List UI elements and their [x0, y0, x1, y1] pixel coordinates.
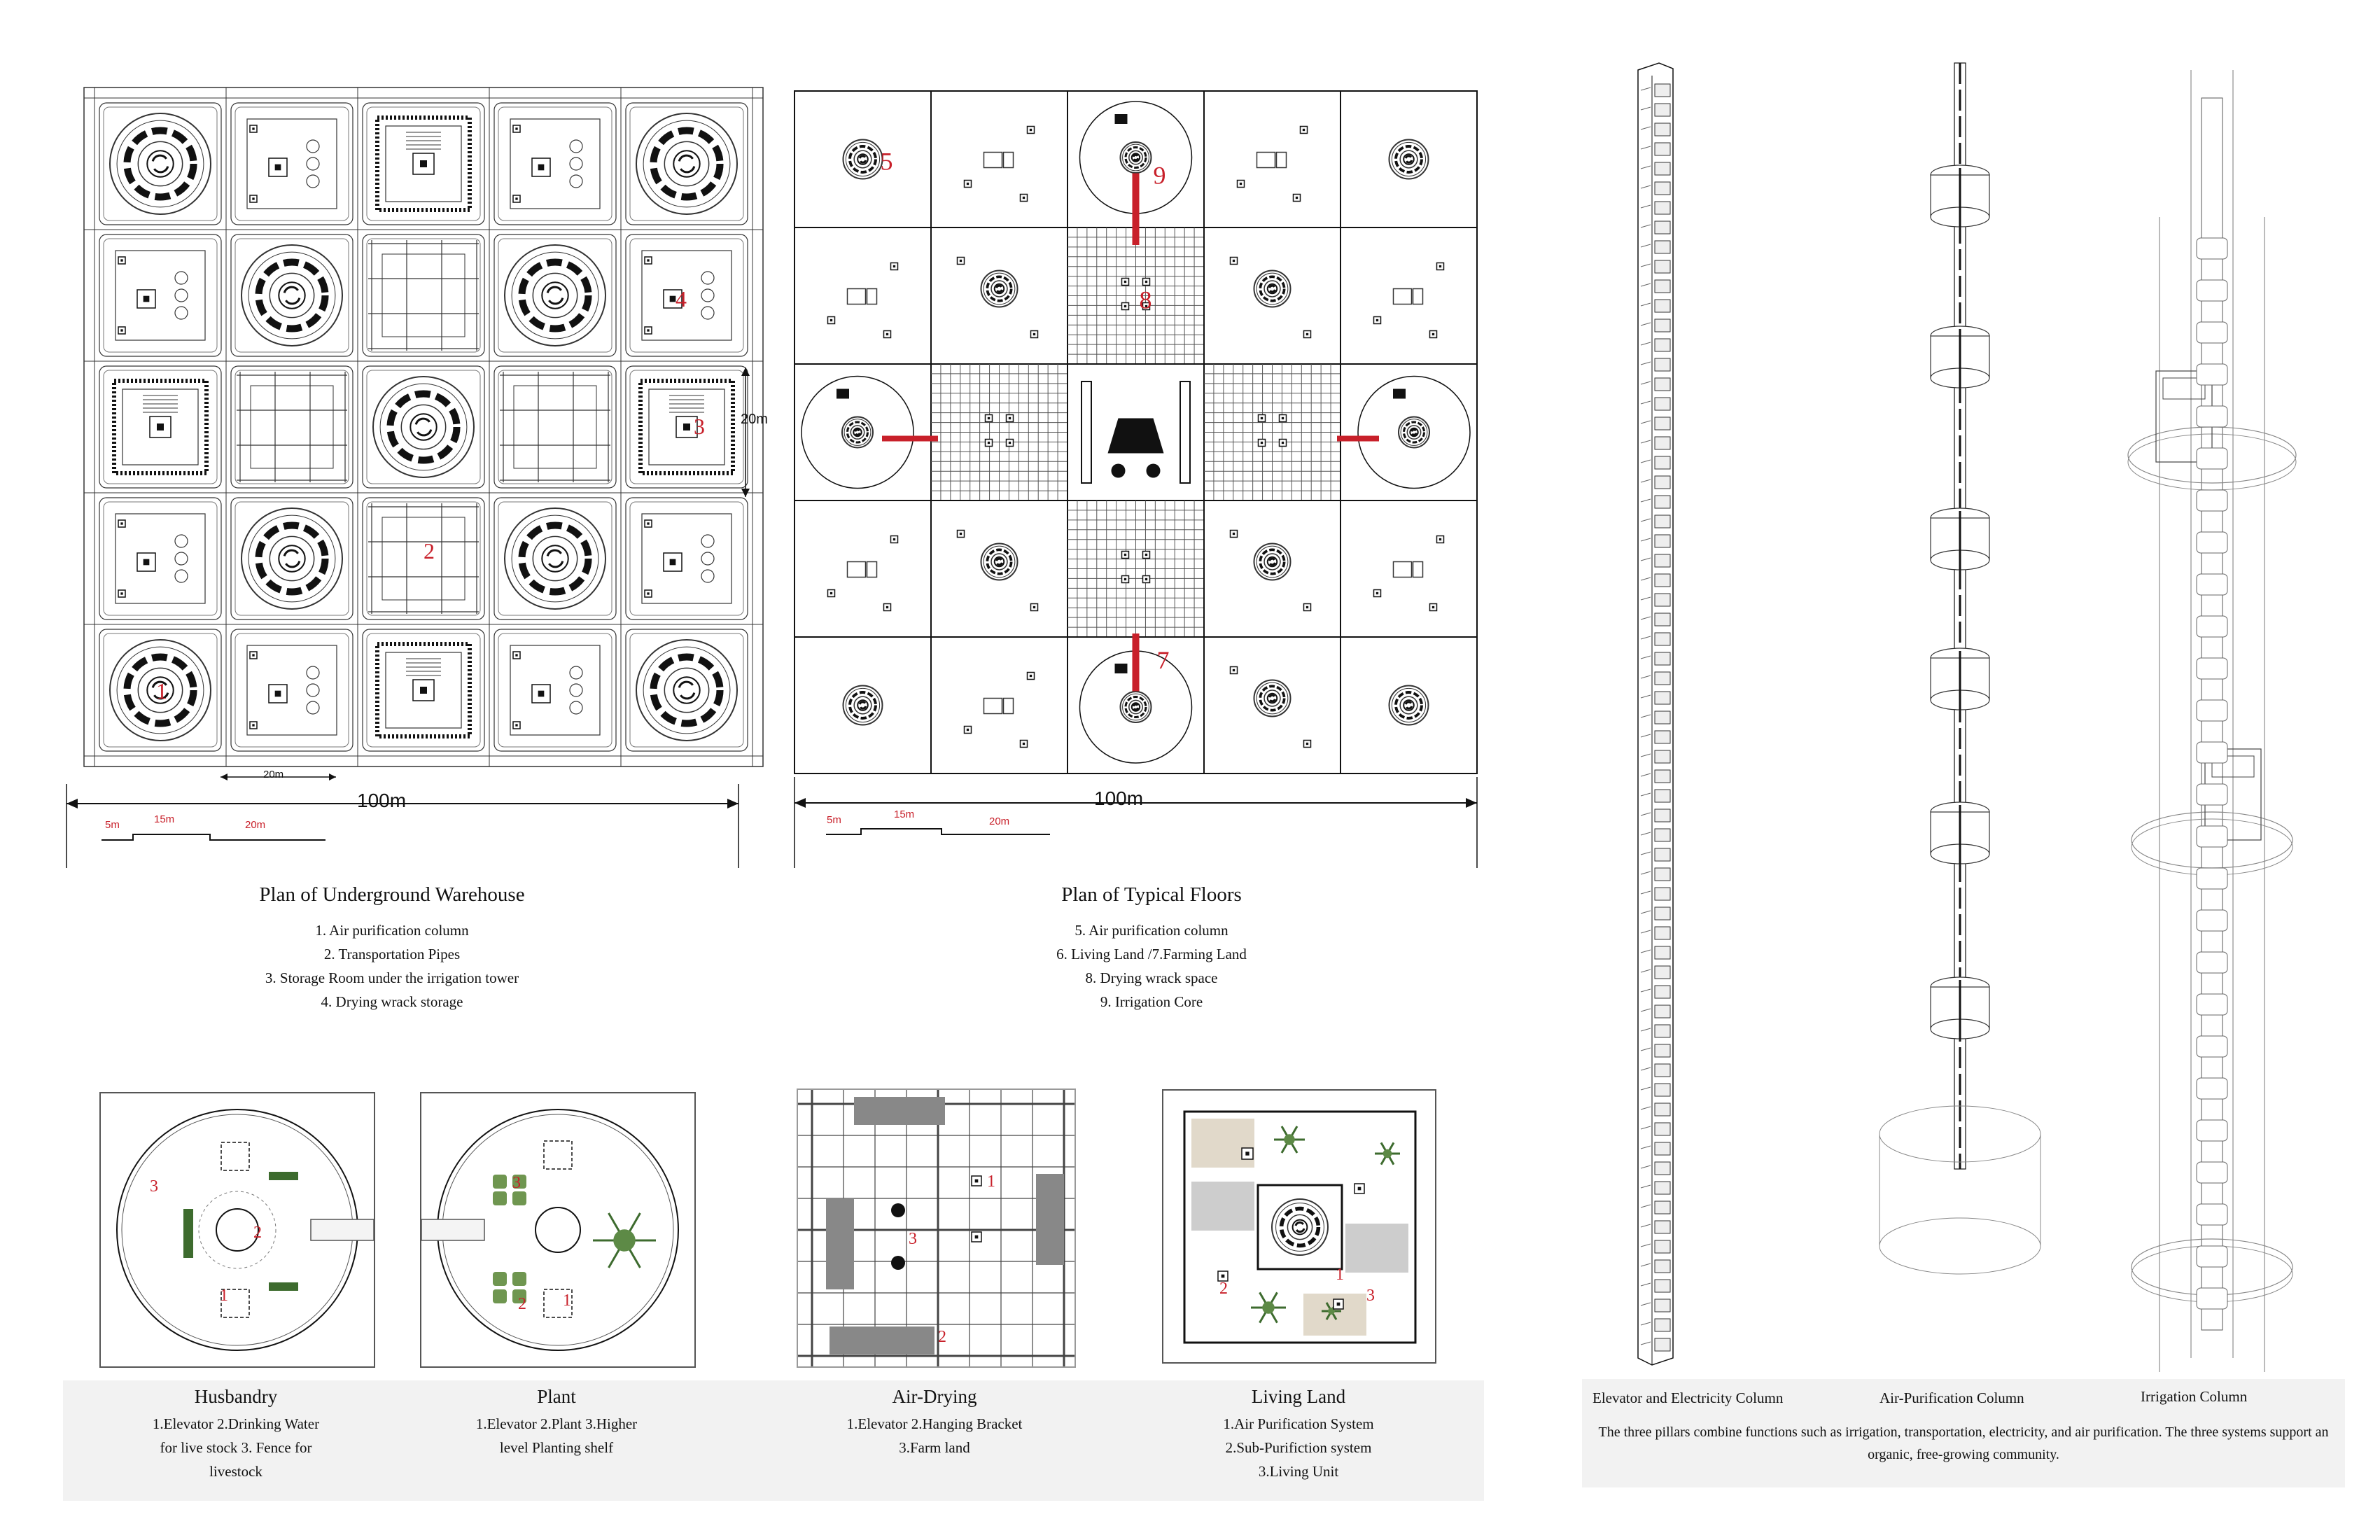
detail-line: 2.Sub-Purifiction system	[1225, 1439, 1372, 1456]
columns-section	[1575, 42, 2352, 1512]
warehouse-scale-label: 20m	[245, 819, 266, 831]
warehouse-plan-legend	[126, 918, 658, 1014]
typical-floor-plan-drawing	[788, 84, 1488, 875]
marker-label: 1	[987, 1172, 995, 1191]
scale-bar	[102, 834, 326, 840]
air-drying-caption	[794, 1386, 1074, 1460]
warehouse-grid	[84, 88, 763, 766]
scale-bar	[826, 829, 1050, 834]
legend-item: 1. Air purification column	[315, 922, 469, 939]
detail-line: 1.Air Purification System	[1223, 1415, 1374, 1432]
husbandry-panel	[99, 1092, 375, 1368]
warehouse-dimension-main: 100m	[357, 790, 407, 811]
husbandry-caption	[96, 1386, 376, 1483]
detail-line: livestock	[209, 1463, 262, 1480]
typical-cell	[794, 637, 931, 774]
irrigation-pipe	[1337, 436, 1379, 442]
typical-cell	[794, 227, 931, 364]
legend-item: 4. Drying wrack storage	[321, 993, 463, 1010]
typical-cell	[794, 364, 931, 500]
air-drying-panel	[797, 1088, 1076, 1368]
irrigation-pipe	[1133, 174, 1140, 246]
warehouse-cell	[494, 103, 616, 225]
typical-scale-label: 20m	[989, 816, 1010, 827]
typical-plan-legend	[886, 918, 1418, 1014]
detail-title: Husbandry	[194, 1386, 278, 1407]
legend-item: 6. Living Land /7.Farming Land	[1056, 946, 1247, 962]
typical-cell	[931, 637, 1068, 774]
warehouse-dimension-side: 20m	[741, 412, 768, 427]
marker-label: 1	[1336, 1266, 1344, 1284]
warehouse-cell	[363, 103, 484, 225]
marker-label: 7	[1156, 646, 1170, 674]
warehouse-cell	[494, 629, 616, 751]
marker-label: 2	[1219, 1280, 1228, 1298]
warehouse-cell	[494, 498, 616, 620]
columns-axonometric-drawing	[1575, 42, 2352, 1379]
typical-scale-label: 5m	[827, 814, 841, 826]
marker-label: 2	[518, 1295, 526, 1313]
living-land-drawing	[1163, 1091, 1435, 1362]
warehouse-cell	[626, 498, 748, 620]
elevator-column	[1638, 63, 1673, 1365]
marker-label: 8	[1139, 286, 1152, 314]
warehouse-cell	[231, 103, 353, 225]
legend-item: 5. Air purification column	[1074, 922, 1228, 939]
marker-label: 3	[1366, 1287, 1375, 1305]
typical-cell	[1340, 364, 1477, 500]
detail-line: 1.Elevator 2.Drinking Water	[152, 1415, 320, 1432]
typical-cell	[1068, 364, 1204, 500]
plant-caption	[416, 1386, 696, 1460]
warehouse-cell	[626, 234, 748, 356]
typical-cell	[931, 91, 1068, 227]
detail-title: Air-Drying	[892, 1386, 977, 1407]
warehouse-cell	[231, 366, 353, 488]
warehouse-cell	[626, 629, 748, 751]
warehouse-scale-label: 5m	[105, 819, 120, 831]
irrigation-column	[2128, 70, 2296, 1372]
typical-cell	[1204, 500, 1340, 637]
husbandry-drawing	[101, 1093, 374, 1366]
typical-cell	[931, 227, 1068, 364]
marker-label: 9	[1153, 161, 1166, 190]
marker-label: 4	[676, 286, 687, 312]
marker-label: 1	[220, 1287, 228, 1305]
warehouse-cell	[626, 366, 748, 488]
column-label-air: Air-Purification Column	[1879, 1390, 2024, 1406]
detail-line: 1.Elevator 2.Plant 3.Higher	[475, 1415, 638, 1432]
warehouse-cell	[99, 234, 221, 356]
warehouse-cell	[231, 498, 353, 620]
typical-cell	[931, 364, 1068, 500]
warehouse-cell	[494, 366, 616, 488]
detail-line: 1.Elevator 2.Hanging Bracket	[846, 1415, 1023, 1432]
plant-drawing	[421, 1093, 694, 1366]
warehouse-cell	[99, 498, 221, 620]
warehouse-cell	[231, 234, 353, 356]
detail-line: 3.Living Unit	[1258, 1463, 1339, 1480]
typical-cell	[1204, 364, 1340, 500]
typical-cell	[1204, 91, 1340, 227]
columns-description: The three pillars combine functions such as irrigation, transportation, electricity, and air purification. The three systems support an organic, free-growing community.	[1598, 1424, 2329, 1462]
typical-dimension-main: 100m	[1094, 788, 1144, 809]
air-drying-drawing	[798, 1090, 1074, 1366]
detail-line: 3.Farm land	[899, 1439, 970, 1456]
typical-scale-label: 15m	[894, 808, 915, 820]
typical-cell	[1068, 500, 1204, 637]
detail-line: level Planting shelf	[499, 1439, 614, 1456]
legend-item: 9. Irrigation Core	[1100, 993, 1203, 1010]
legend-item: 8. Drying wrack space	[1085, 969, 1218, 986]
living-land-panel	[1162, 1089, 1436, 1364]
warehouse-cell	[626, 103, 748, 225]
warehouse-cell	[494, 234, 616, 356]
marker-label: 2	[424, 538, 435, 564]
typical-cell	[1204, 227, 1340, 364]
typical-cell	[1340, 500, 1477, 637]
typical-cell	[794, 91, 931, 227]
typical-cell	[794, 500, 931, 637]
typical-cell	[1340, 227, 1477, 364]
detail-title: Plant	[537, 1386, 576, 1407]
typical-floor-plan	[788, 84, 1488, 875]
warehouse-cell	[99, 366, 221, 488]
legend-item: 2. Transportation Pipes	[323, 946, 461, 962]
detail-line: for live stock 3. Fence for	[160, 1439, 312, 1456]
detail-title: Living Land	[1251, 1386, 1346, 1407]
irrigation-pipe	[1133, 634, 1140, 692]
marker-label: 5	[880, 147, 893, 176]
warehouse-cell	[363, 629, 484, 751]
living-land-caption	[1158, 1386, 1438, 1483]
warehouse-cell	[363, 234, 484, 356]
typical-cell	[1068, 227, 1204, 364]
warehouse-cell	[99, 103, 221, 225]
irrigation-pipe	[882, 436, 938, 442]
marker-label: 2	[938, 1328, 946, 1346]
column-label-elevator: Elevator and Electricity Column	[1592, 1390, 1784, 1406]
typical-cell	[1340, 637, 1477, 774]
marker-label: 1	[563, 1292, 571, 1310]
typical-cell	[1204, 637, 1340, 774]
plant-panel	[420, 1092, 696, 1368]
marker-label: 3	[150, 1177, 158, 1196]
warehouse-cell	[363, 366, 484, 488]
legend-item: 3. Storage Room under the irrigation tower	[265, 969, 519, 986]
warehouse-plan	[56, 84, 768, 875]
marker-label: 2	[253, 1224, 262, 1242]
marker-label: 1	[156, 678, 167, 704]
marker-label: 3	[694, 414, 705, 439]
typical-cell	[931, 500, 1068, 637]
column-label-irrigation: Irrigation Column	[2141, 1388, 2248, 1405]
typical-cell	[1340, 91, 1477, 227]
warehouse-plan-title: Plan of Underground Warehouse	[259, 883, 525, 906]
warehouse-cell	[231, 629, 353, 751]
warehouse-dimension-cell: 20m	[263, 769, 284, 780]
marker-label: 3	[909, 1230, 917, 1248]
marker-label: 3	[512, 1174, 521, 1192]
air-purification-column	[1879, 63, 2040, 1274]
typical-plan-title: Plan of Typical Floors	[1061, 883, 1242, 906]
warehouse-scale-label: 15m	[154, 813, 175, 825]
warehouse-plan-drawing	[56, 84, 756, 875]
